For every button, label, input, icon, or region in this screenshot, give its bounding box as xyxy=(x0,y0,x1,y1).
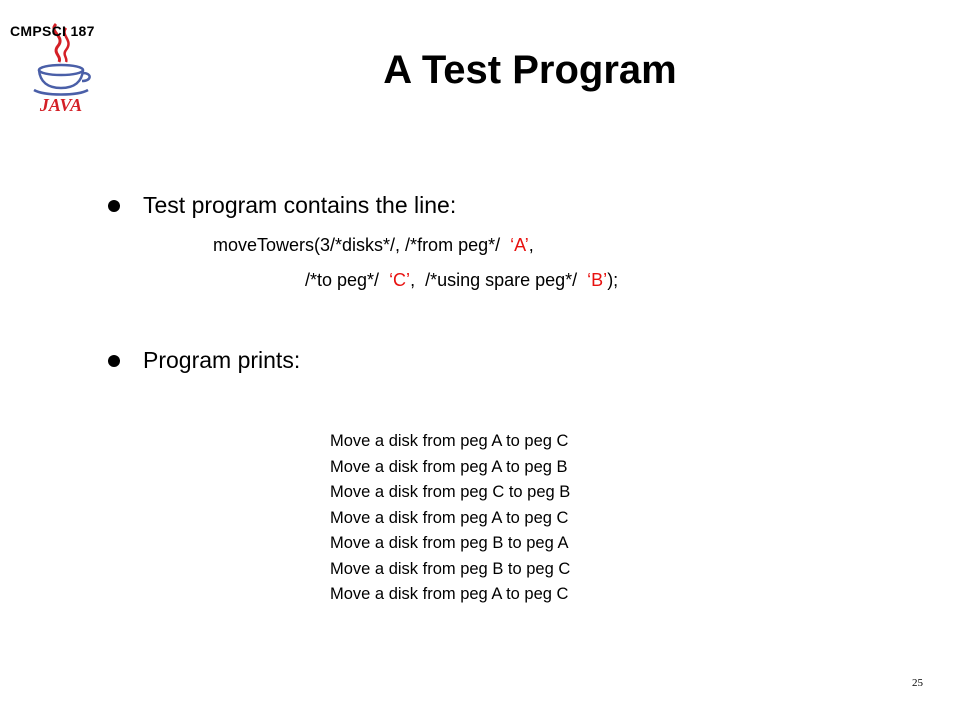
output-line: Move a disk from peg B to peg A xyxy=(330,534,569,552)
code-line-2: /*to peg*/ ‘C’, /*using spare peg*/ ‘B’); xyxy=(305,270,619,290)
program-output xyxy=(330,429,570,608)
output-line: Move a disk from peg A to peg B xyxy=(330,457,568,476)
output-line: Move a disk from peg A to peg C xyxy=(330,508,569,527)
java-logo-text: JAVA xyxy=(39,95,83,114)
code-arg-spare: ‘B’ xyxy=(587,270,608,290)
output-line: Move a disk from peg C to peg B xyxy=(330,483,571,501)
output-line: Move a disk from peg A to peg C xyxy=(330,432,569,450)
bullet-text-program-prints: Program prints: xyxy=(143,347,301,373)
output-line: Move a disk from peg A to peg C xyxy=(330,585,569,603)
code-arg-from: ‘A’ xyxy=(510,235,529,255)
code-arg-to: ‘C’ xyxy=(389,270,411,290)
code-line-1: moveTowers(3/*disks*/, /*from peg*/ ‘A’, xyxy=(213,235,534,255)
page-number: 25 xyxy=(912,677,923,689)
course-label: CMPSCI 187 xyxy=(10,23,95,39)
bullet-text-test-program: Test program contains the line: xyxy=(143,192,457,218)
output-line: Move a disk from peg B to peg C xyxy=(330,559,571,578)
bullet-dot xyxy=(108,200,120,212)
bullet-dot xyxy=(108,355,120,367)
slide-title: A Test Program xyxy=(383,48,677,92)
